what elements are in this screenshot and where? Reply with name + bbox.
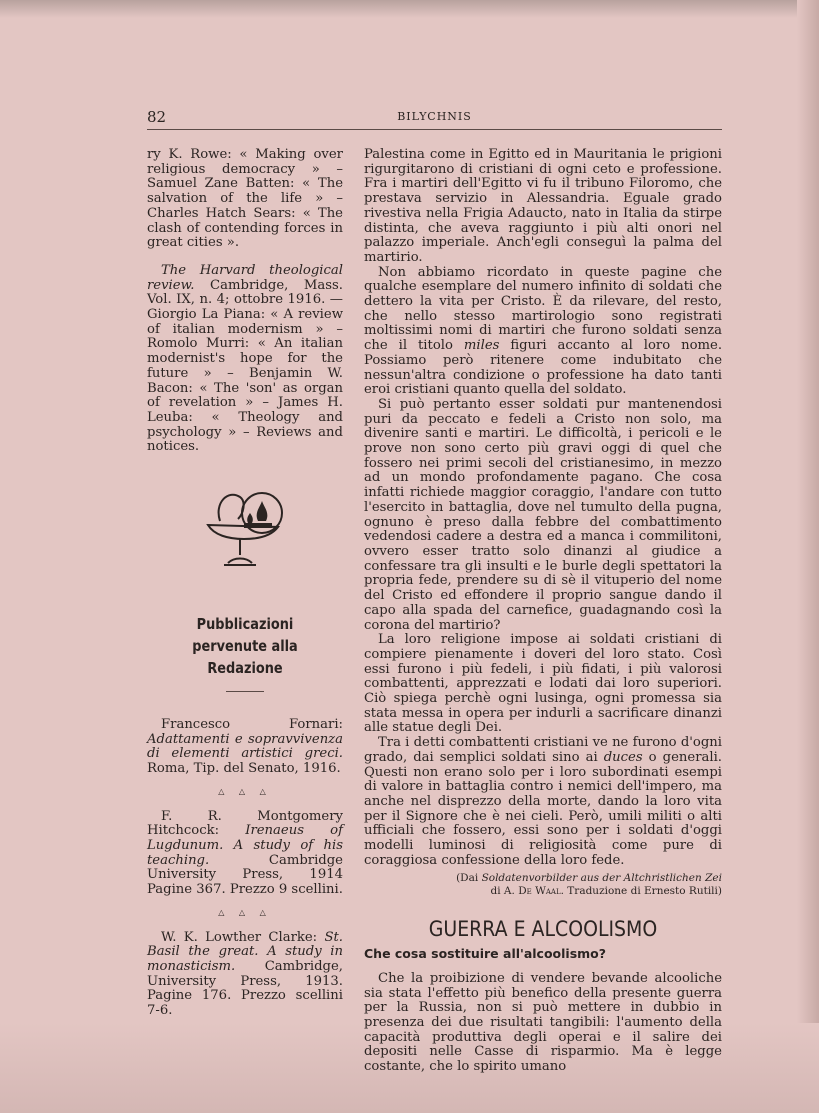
page-edge-right [797, 0, 819, 1113]
ornament-separator: △ △ △ [218, 907, 272, 917]
continuation-paragraph: ry K. Rowe: « Making over religious democracy » – Samuel Zane Batten: « The salvation of the life » – Charles Hatch Sears: « The clash of contending forces in great cities ». [147, 147, 343, 251]
book-entry-2: F. R. Montgomery Hitchcock: Irenaeus of Lugdunum. A study of his teaching. Cambridge University Press, 1914 Pagine 367. Prezzo 9 scellini. [147, 808, 343, 898]
oil-lamp-icon [200, 483, 290, 569]
running-head: BILYCHNIS [397, 110, 472, 123]
harvard-review-paragraph [147, 264, 343, 455]
section-subheading: Che cosa sostituire all'alcoolismo? [364, 946, 607, 962]
paragraph: Si può pertanto esser soldati pur mantenendosi puri da peccato e fedeli a Cristo non solo, ma divenire santi e martiri. Le difficoltà, i pericoli e le prove non sono certo più gravi oggi di quel che fossero nei primi secoli del cristianesimo, in mezzo ad un mondo profondamente pagano. Che cosa infatti richiede maggior coraggio, l'andare con tutto l'esercito in battaglia, dove nel tumulto della pugna, ognuno è preso dalla febbre del combattimento vedendosi cadere a destra ed a manca i commilitoni, ovvero esser tratto solo dinanzi al giudice a confessare tra gli insulti e le burle degli spettatori la propria fede, prendere su di sè il vituperio del nome del Cristo ed effondere il proprio sangue dando il capo alla spada del carnefice, guadagnando così la corona del martirio? [364, 396, 722, 633]
publications-heading: Pubblicazioni pervenute alla Redazione [192, 615, 298, 678]
left-column [147, 148, 343, 1019]
paragraph: Non abbiamo ricordato in queste pagine che qualche esemplare del numero infinito di soldati che dettero la vita per Cristo. È da rilevare, del resto, che nello stesso martirologio sono registrati moltissimi nomi di martiri che furono soldati senza che il titolo miles figuri accanto al loro nome. Possiamo però ritenere come indubitato che nessun'altra condizione o professione ha dato tanti eroi cristiani quanto quella del soldato. [364, 264, 723, 398]
book-entry-3: W. K. Lowther Clarke: St. Basil the great. A study in monasticism. Cambridge, University Press, 1913. Pagine 176. Prezzo scellini 7-6. [147, 929, 343, 1019]
paragraph: Palestina come in Egitto ed in Mauritania le prigioni rigurgitarono di cristiani di ogni ceto e professione. Fra i martiri dell'Egitto vi fu il tribuno Filoromo, che prestava servizio in Alessandria. Eguale grado rivestiva nella Frigia Adaucto, nato in Italia da stirpe distinta, che aveva raggiunto i più alti onori nel palazzo imperiale. Anch'egli conseguì la palma del martirio. [364, 147, 722, 265]
ornament-separator: △ △ △ [218, 786, 272, 796]
harvard-review-title: The Harvard theological review. [147, 262, 343, 293]
section-title: GUERRA E ALCOOLISMO [428, 917, 658, 942]
page-number: 82 [147, 108, 167, 126]
short-rule [226, 691, 264, 692]
right-column [364, 148, 722, 1075]
paragraph: Che la proibizione di vendere bevande alcooliche sia stata l'effetto più benefico della presente guerra per la Russia, non si può mettere in dubbio in presenza dei due risultati tangibili: l'aumento della capacità produttiva degli operai e il salire dei depositi nelle Casse di risparmio. Ma è legge costante, che lo spirito umano [364, 970, 722, 1075]
book-entry-1: Francesco Fornari: Adattamenti e sopravvivenza di elementi artistici greci. Roma, Tip. del Senato, 1916. [147, 717, 343, 777]
page-edge-top [0, 0, 819, 18]
harvard-review-body: Cambridge, Mass. Vol. IX, n. 4; ottobre 1916. — Giorgio La Piana: « A review of italian modernism » – Romolo Murri: « An italian modernist's hope for the future » – Benjamin W. Bacon: « The 'son' as organ of revelation » – James H. Leuba: « Theology and psychology » – Reviews and notices. [147, 277, 343, 455]
header-rule [147, 129, 722, 130]
paragraph: La loro religione impose ai soldati cristiani di compiere pienamente i doveri del loro stato. Così essi furono i più fedeli, i più fidati, i più valorosi combattenti, apprezzati e lodati dai loro superiori. Ciò spiega perchè ogni lusinga, ogni promessa sia stata messa in opera per indurli a sacrificare dinanzi alle statue degli Dei. [364, 632, 722, 736]
paragraph: Tra i detti combattenti cristiani ve ne furono d'ogni grado, dai semplici soldati sino ai duces o generali. Questi non erano solo per i loro subordinati esempi di valore in battaglia contro i nemici dell'impero, ma anche nel disprezzo della morte, dando la loro vita per il Signore che è nei cieli. Però, umili militi o alti ufficiali che fossero, essi sono per i soldati d'oggi modelli luminosi di religiosità come pure di coraggiosa confessione della loro fede. [364, 735, 722, 868]
page-header [147, 108, 722, 130]
source-credit: (Dai Soldatenvorbilder aus der Altchristlichen Zei di A. De Waal. Traduzione di Ernesto Rutili) [456, 872, 722, 898]
